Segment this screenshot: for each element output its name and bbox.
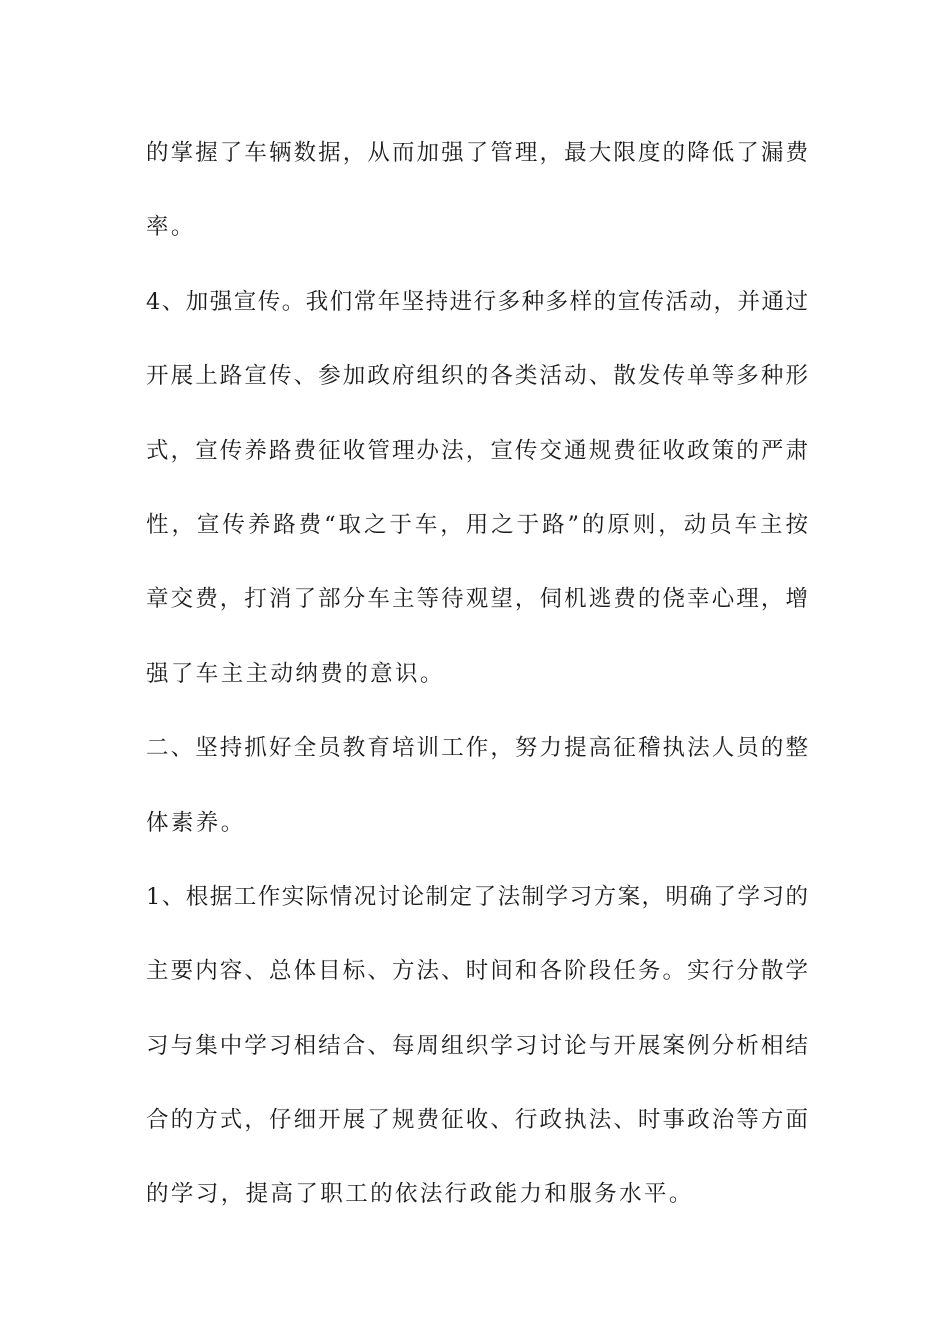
- text-line: 主要内容、总体目标、方法、时间和各阶段任务。实行分散学: [146, 958, 808, 985]
- text-line: 体素养。: [146, 809, 246, 836]
- text-line: 的学习，提高了职工的依法行政能力和服务水平。: [146, 1181, 694, 1208]
- document-body: [146, 128, 808, 1244]
- text-line: 开展上路宣传、参加政府组织的各类活动、散发传单等多种形: [146, 363, 808, 390]
- text-line: 式，宣传养路费征收管理办法，宣传交通规费征收政策的严肃: [146, 437, 808, 464]
- text-line: 章交费，打消了部分车主等待观望，伺机逃费的侥幸心理，增: [146, 586, 808, 613]
- text-line: 合的方式，仔细开展了规费征收、行政执法、时事政治等方面: [146, 1107, 808, 1134]
- text-line: 4、加强宣传。我们常年坚持进行多种多样的宣传活动，并通过: [146, 288, 808, 315]
- text-line: 强了车主主动纳费的意识。: [146, 660, 445, 687]
- text-line: 习与集中学习相结合、每周组织学习讨论与开展案例分析相结: [146, 1032, 808, 1059]
- text-line: 1、根据工作实际情况讨论制定了法制学习方案，明确了学习的: [146, 883, 808, 910]
- text-line: 二、坚持抓好全员教育培训工作，努力提高征稽执法人员的整: [146, 735, 808, 762]
- text-line: 率。: [146, 214, 196, 241]
- text-line: 的掌握了车辆数据，从而加强了管理，最大限度的降低了漏费: [146, 140, 808, 166]
- text-line: 性，宣传养路费“取之于车，用之于路”的原则，动员车主按: [146, 511, 808, 538]
